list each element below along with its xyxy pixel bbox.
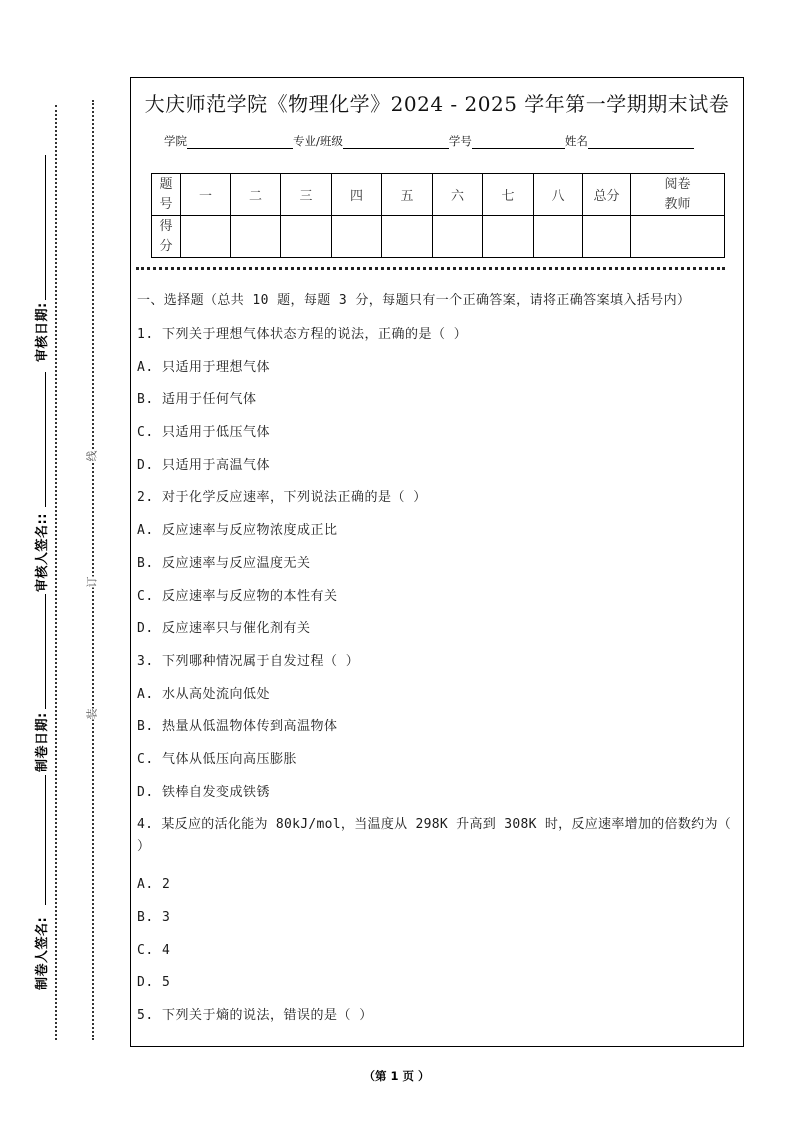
score-cell-4[interactable] <box>332 216 382 258</box>
review-date-line[interactable] <box>45 155 46 300</box>
q4-option-a: A. 2 <box>137 877 171 893</box>
score-header: 得分 <box>159 218 173 254</box>
student-id-field[interactable] <box>472 136 565 149</box>
paper-maker-signature-label: 制卷人签名: <box>35 916 50 990</box>
score-cell-5[interactable] <box>382 216 433 258</box>
question-5: 5. 下列关于熵的说法，错误的是（ ） <box>137 1008 373 1024</box>
paper-made-date-label: 制卷日期: <box>35 712 50 772</box>
score-cell-1[interactable] <box>181 216 231 258</box>
q4-option-d: D. 5 <box>137 975 171 991</box>
cut-line-dotted <box>55 105 57 1040</box>
name-field[interactable] <box>588 136 694 149</box>
paper-maker-signature-line[interactable] <box>45 775 46 905</box>
paper-made-date-line[interactable] <box>45 594 46 709</box>
col-3: 三 <box>281 174 332 216</box>
student-id-label: 学号 <box>448 134 472 148</box>
exam-frame <box>130 77 744 1047</box>
score-cell-8[interactable] <box>534 216 583 258</box>
col-6: 六 <box>433 174 483 216</box>
name-label: 姓名 <box>564 134 588 148</box>
col-4: 四 <box>332 174 382 216</box>
q1-option-a: A. 只适用于理想气体 <box>137 359 270 375</box>
college-field[interactable] <box>187 136 293 149</box>
question-2: 2. 对于化学反应速率，下列说法正确的是（ ） <box>137 490 427 506</box>
score-cell-total[interactable] <box>583 216 631 258</box>
page-number: （第 1 页 ） <box>363 1069 430 1083</box>
col-8: 八 <box>534 174 583 216</box>
q1-option-c: C. 只适用于低压气体 <box>137 425 270 441</box>
col-1: 一 <box>181 174 231 216</box>
col-grader: 阅卷教师 <box>664 176 691 212</box>
reviewer-signature-line[interactable] <box>45 372 46 507</box>
major-class-field[interactable] <box>343 136 449 149</box>
question-3: 3. 下列哪种情况属于自发过程（ ） <box>137 653 360 669</box>
bind-char-ding: 订 <box>85 576 99 588</box>
college-label: 学院 <box>164 134 187 148</box>
question-content <box>137 290 737 1033</box>
section-separator-dotted <box>136 267 725 270</box>
q3-option-d: D. 铁棒自发变成铁锈 <box>137 784 270 800</box>
question-4: 4. 某反应的活化能为 80kJ/mol，当温度从 298K 升高到 308K 时，反应速率增加的倍数约为（ ） <box>137 817 732 855</box>
col-5: 五 <box>382 174 433 216</box>
col-7: 七 <box>483 174 534 216</box>
score-cell-7[interactable] <box>483 216 534 258</box>
q2-option-c: C. 反应速率与反应物的本性有关 <box>137 588 338 604</box>
q3-option-c: C. 气体从低压向高压膨胀 <box>137 751 297 767</box>
score-cell-6[interactable] <box>433 216 483 258</box>
review-date-label: 审核日期: <box>35 302 50 362</box>
score-cell-grader[interactable] <box>631 216 725 258</box>
col-2: 二 <box>231 174 281 216</box>
question-number-header: 题号 <box>159 176 173 212</box>
student-info-row <box>164 133 694 149</box>
q2-option-b: B. 反应速率与反应温度无关 <box>137 555 311 571</box>
exam-title: 大庆师范学院《物理化学》2024 - 2025 学年第一学期期末试卷 <box>144 92 730 116</box>
score-table-header-row <box>152 174 725 216</box>
q4-option-b: B. 3 <box>137 910 171 925</box>
q2-option-a: A. 反应速率与反应物浓度成正比 <box>137 523 338 539</box>
major-class-label: 专业/班级 <box>293 134 343 148</box>
score-cell-3[interactable] <box>281 216 332 258</box>
question-1: 1. 下列关于理想气体状态方程的说法，正确的是（ ） <box>137 327 468 342</box>
q1-option-b: B. 适用于任何气体 <box>137 392 257 408</box>
q3-option-b: B. 热量从低温物体传到高温物体 <box>137 719 338 735</box>
section-1-title: 一、选择题（总共 10 题，每题 3 分，每题只有一个正确答案，请将正确答案填入括号内） <box>137 293 691 308</box>
score-table-score-row <box>152 216 725 258</box>
score-cell-2[interactable] <box>231 216 281 258</box>
col-total: 总分 <box>583 174 631 216</box>
q2-option-d: D. 反应速率只与催化剂有关 <box>137 621 311 637</box>
bind-char-zhuang: 装 <box>85 708 99 720</box>
q3-option-a: A. 水从高处流向低处 <box>137 686 270 702</box>
reviewer-signature-label: 审核人签名:: <box>35 513 50 592</box>
binding-line-dotted <box>92 100 94 1040</box>
q1-option-d: D. 只适用于高温气体 <box>137 457 270 473</box>
score-table <box>151 173 725 258</box>
bind-char-xian: 线 <box>85 450 99 462</box>
q4-option-c: C. 4 <box>137 942 171 958</box>
